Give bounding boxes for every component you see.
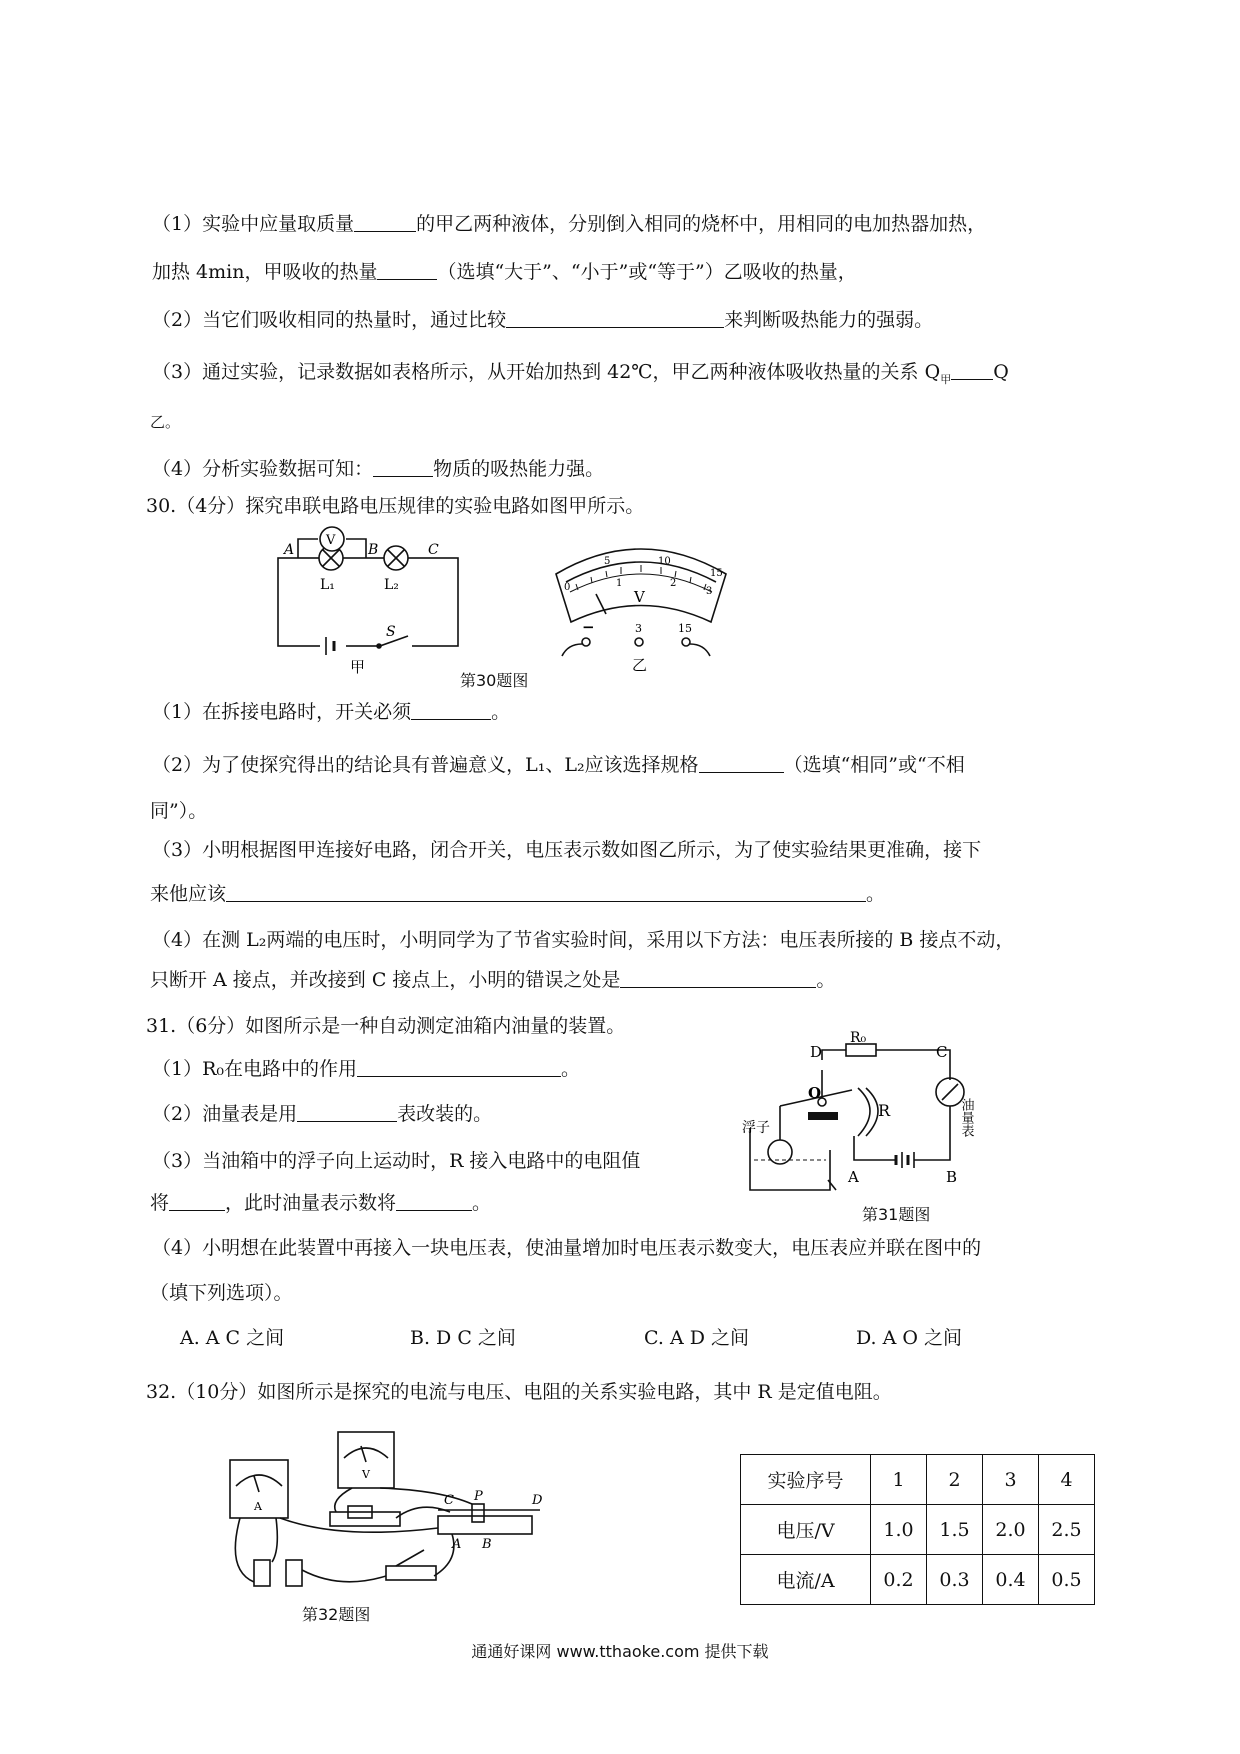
q31-blank-r0[interactable] bbox=[357, 1057, 561, 1077]
q30-label-s: S bbox=[386, 624, 396, 640]
table-header-cell: 2 bbox=[927, 1455, 983, 1505]
table-cell: 0.4 bbox=[983, 1555, 1039, 1605]
q31-label-r0: R₀ bbox=[850, 1030, 867, 1046]
q30-circuit-figure bbox=[268, 526, 468, 676]
meter-scale-2: 2 bbox=[670, 578, 677, 589]
q31-blank-meter[interactable] bbox=[297, 1102, 397, 1122]
q30-label-v: V bbox=[326, 533, 336, 548]
q32-label-b: B bbox=[482, 1537, 492, 1552]
q30-figure-caption: 第30题图 bbox=[460, 671, 529, 690]
q29-blank-mass[interactable] bbox=[354, 212, 416, 232]
q30-part4-line1: （4）在测 L₂两端的电压时，小明同学为了节省实验时间，采用以下方法：电压表所接的 B 接点不动， bbox=[152, 929, 1015, 951]
q31-option-a[interactable]: A. A C 之间 bbox=[180, 1327, 285, 1349]
q29-blank-heat[interactable] bbox=[377, 260, 437, 280]
table-cell: 2.5 bbox=[1039, 1505, 1095, 1555]
table-row bbox=[741, 1505, 1095, 1555]
q31-part3-line1: （3）当油箱中的浮子向上运动时，R 接入电路中的电阻值 bbox=[152, 1150, 641, 1172]
table-cell: 0.5 bbox=[1039, 1555, 1095, 1605]
q31-part4-line2: （填下列选项）。 bbox=[150, 1282, 293, 1304]
meter-scale-5: 5 bbox=[604, 556, 611, 567]
q31-pivot-block bbox=[808, 1112, 838, 1120]
table-cell: 1.5 bbox=[927, 1505, 983, 1555]
table-row bbox=[741, 1555, 1095, 1605]
table-header-cell: 实验序号 bbox=[741, 1455, 871, 1505]
q30-blank-switch[interactable] bbox=[411, 700, 491, 720]
table-cell: 0.2 bbox=[871, 1555, 927, 1605]
table-cell: 1.0 bbox=[871, 1505, 927, 1555]
q30-voltmeter-figure bbox=[546, 534, 736, 674]
q31-option-b[interactable]: B. D C 之间 bbox=[410, 1327, 516, 1349]
q29-blank-q[interactable] bbox=[951, 360, 993, 380]
table-header-cell: 4 bbox=[1039, 1455, 1095, 1505]
meter-scale-0: 0 bbox=[564, 582, 571, 593]
q31-part3-line2: 将 ，此时油量表示数将 。 bbox=[150, 1192, 492, 1214]
q31-part2: （2）油量表是用 表改装的。 bbox=[152, 1103, 493, 1125]
q31-label-d: D bbox=[810, 1043, 823, 1061]
q30-label-jia: 甲 bbox=[350, 658, 366, 676]
q32-label-c: C bbox=[444, 1493, 454, 1508]
table-header-cell: 1 bbox=[871, 1455, 927, 1505]
q32-ammeter-label: A bbox=[254, 1500, 262, 1513]
q29-part1-line1: （1）实验中应量取质量 的甲乙两种液体，分别倒入相同的烧杯中，用相同的电加热器加热， bbox=[152, 213, 987, 235]
q32-figure-caption: 第32题图 bbox=[302, 1605, 371, 1624]
q30-part4-line2: 只断开 A 接点，并改接到 C 接点上，小明的错误之处是 。 bbox=[150, 969, 836, 991]
q31-title: 31.（6分）如图所示是一种自动测定油箱内油量的装置。 bbox=[146, 1015, 626, 1037]
q29-part3-line1: （3）通过实验，记录数据如表格所示，从开始加热到 42℃，甲乙两种液体吸收热量的关系 $Q_甲$ Q bbox=[152, 361, 1009, 386]
table-cell: 电压/V bbox=[741, 1505, 871, 1555]
table-cell: 电流/A bbox=[741, 1555, 871, 1605]
table-row bbox=[741, 1455, 1095, 1505]
q32-label-d: D bbox=[532, 1493, 543, 1508]
q30-title: 30.（4分）探究串联电路电压规律的实验电路如图甲所示。 bbox=[146, 495, 645, 517]
q32-label-p: P bbox=[474, 1489, 483, 1504]
q31-option-c[interactable]: C. A D 之间 bbox=[644, 1327, 749, 1349]
q31-label-c: C bbox=[936, 1043, 948, 1061]
q31-blank-reading[interactable] bbox=[396, 1191, 472, 1211]
q30-label-yi: 乙 bbox=[632, 656, 648, 674]
q29-part2: （2）当它们吸收相同的热量时，通过比较 来判断吸热能力的强弱。 bbox=[152, 309, 934, 331]
q30-label-b: B bbox=[368, 542, 379, 558]
q30-blank-mistake[interactable] bbox=[620, 968, 816, 988]
q30-blank-next-step[interactable] bbox=[226, 882, 866, 902]
q31-label-o: O bbox=[808, 1084, 822, 1102]
q31-blank-resistance[interactable] bbox=[169, 1191, 225, 1211]
meter-v: V bbox=[634, 588, 645, 606]
q29-part4: （4）分析实验数据可知： 物质的吸热能力强。 bbox=[152, 458, 605, 480]
q30-label-a: A bbox=[284, 542, 295, 558]
q31-figure-caption: 第31题图 bbox=[862, 1205, 931, 1224]
q30-label-l1: L₁ bbox=[320, 577, 335, 593]
meter-scale-15: 15 bbox=[710, 568, 723, 579]
q31-label-gauge: 油量表 bbox=[958, 1098, 974, 1137]
q29-blank-compare[interactable] bbox=[506, 308, 724, 328]
meter-scale-3: 3 bbox=[706, 586, 713, 597]
q32-voltmeter-label: V bbox=[362, 1468, 370, 1481]
q30-label-c: C bbox=[428, 542, 439, 558]
q30-part3-line1: （3）小明根据图甲连接好电路，闭合开关，电压表示数如图乙所示，为了使实验结果更准确，接下 bbox=[152, 839, 982, 861]
q30-part3-line2: 来他应该 。 bbox=[150, 883, 886, 905]
q32-label-a: A bbox=[452, 1537, 462, 1552]
page-footer: 通通好课网 www.tthaoke.com 提供下载 bbox=[471, 1642, 769, 1661]
q31-oil-gauge-figure bbox=[740, 1030, 980, 1215]
meter-minus: − bbox=[582, 618, 595, 636]
q31-label-float: 浮子 bbox=[742, 1120, 770, 1136]
q29-blank-substance[interactable] bbox=[373, 457, 433, 477]
q32-data-table bbox=[740, 1454, 1095, 1605]
meter-terminal-15: 15 bbox=[678, 622, 692, 635]
q30-part2-line2: 同”）。 bbox=[150, 800, 208, 822]
meter-scale-1: 1 bbox=[616, 578, 623, 589]
table-cell: 2.0 bbox=[983, 1505, 1039, 1555]
meter-terminal-3: 3 bbox=[635, 622, 642, 635]
q30-part1: （1）在拆接电路时，开关必须 。 bbox=[152, 701, 511, 723]
q31-part4-line1: （4）小明想在此装置中再接入一块电压表，使油量增加时电压表示数变大，电压表应并联在图中的 bbox=[152, 1237, 982, 1259]
q31-part1: （1）R₀在电路中的作用 。 bbox=[152, 1058, 581, 1080]
q30-blank-spec[interactable] bbox=[699, 753, 784, 773]
q30-part2-line1: （2）为了使探究得出的结论具有普遍意义，L₁、L₂应该选择规格 （选填“相同”或“不相 bbox=[152, 754, 965, 776]
q31-option-d[interactable]: D. A O 之间 bbox=[856, 1327, 963, 1349]
q31-label-b: B bbox=[946, 1168, 958, 1186]
q29-part3-line2: 乙。 bbox=[150, 413, 181, 431]
q32-title: 32.（10分）如图所示是探究的电流与电压、电阻的关系实验电路，其中 R 是定值电阻。 bbox=[146, 1381, 892, 1403]
table-cell: 0.3 bbox=[927, 1555, 983, 1605]
q30-label-l2: L₂ bbox=[384, 577, 399, 593]
q31-label-a: A bbox=[848, 1168, 859, 1186]
q29-part1-line2: 加热 4min，甲吸收的热量 （选填“大于”、“小于”或“等于”）乙吸收的热量， bbox=[152, 261, 857, 283]
table-header-cell: 3 bbox=[983, 1455, 1039, 1505]
meter-scale-10: 10 bbox=[658, 556, 671, 567]
q31-label-r: R bbox=[878, 1101, 891, 1120]
q32-circuit-figure bbox=[220, 1420, 560, 1600]
